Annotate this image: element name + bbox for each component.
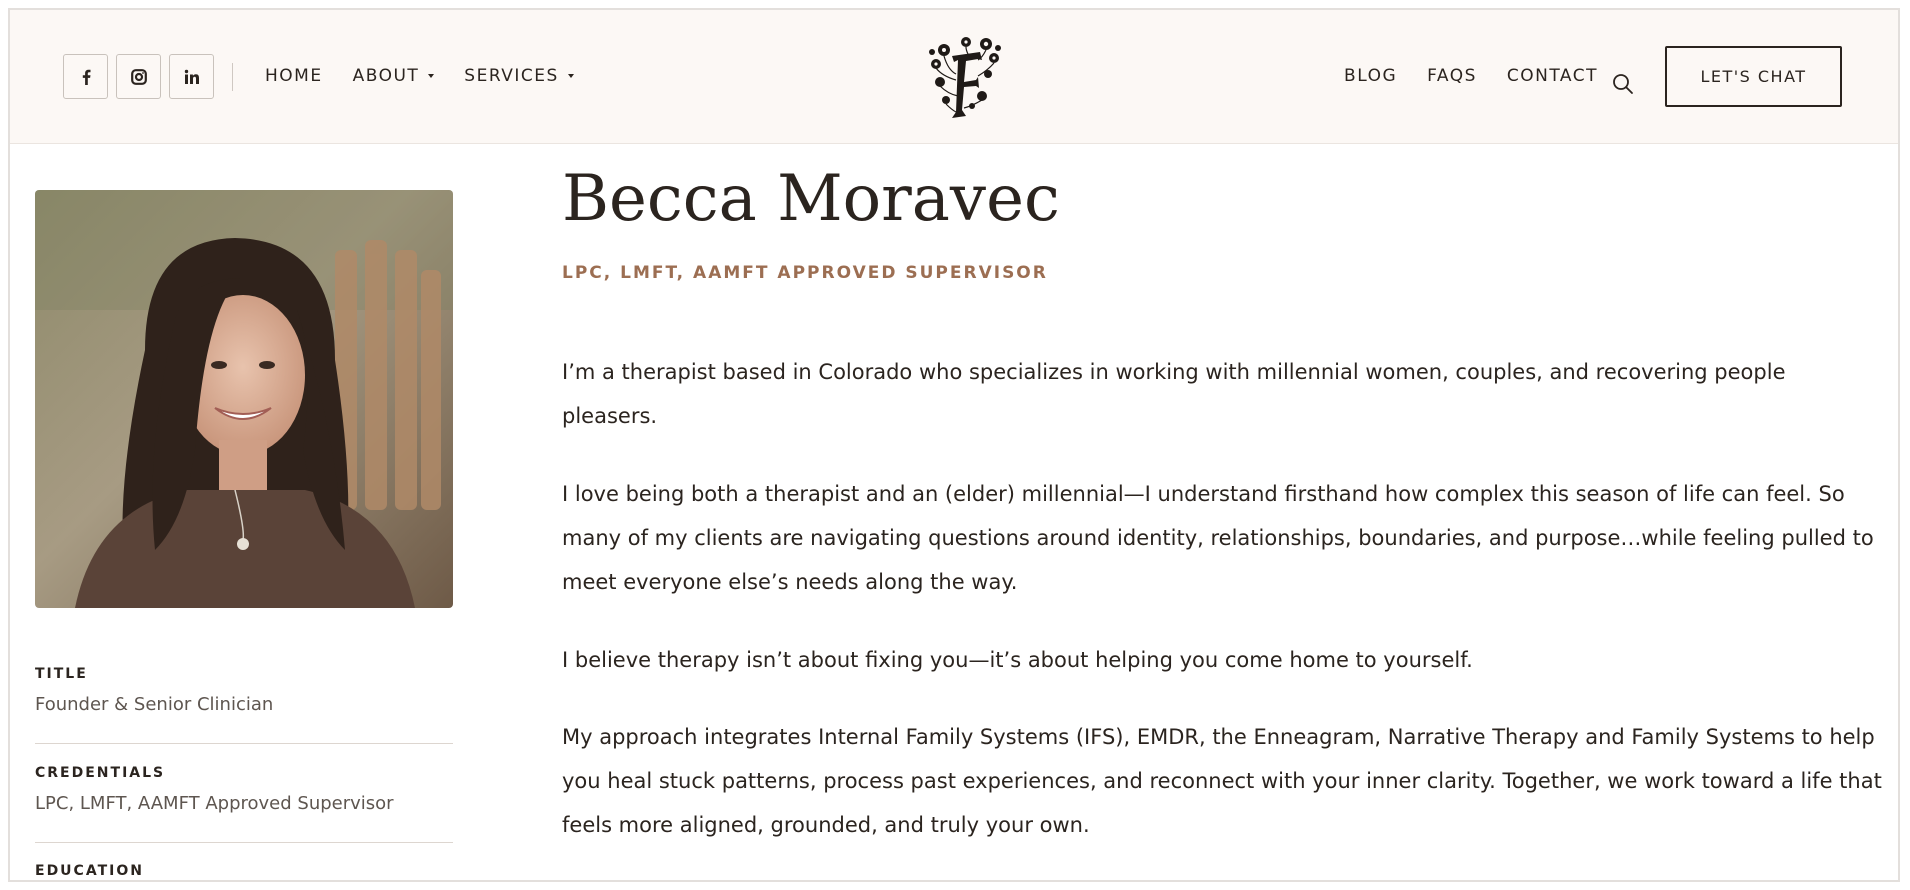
chevron-down-icon (568, 74, 574, 78)
nav-blog[interactable] (1344, 66, 1397, 86)
profile-name: Becca Moravec (562, 162, 1060, 236)
profile-subtitle: LPC, LMFT, AAMFT APPROVED SUPERVISOR (562, 263, 1048, 283)
nav-blog-label: BLOG (1344, 66, 1398, 86)
profile-photo (35, 190, 453, 608)
info-credentials-label: CREDENTIALS (35, 765, 166, 781)
nav-faqs[interactable] (1427, 66, 1477, 86)
instagram-icon (131, 69, 147, 85)
info-title (35, 666, 453, 715)
nav-home-label: HOME (265, 66, 323, 86)
primary-nav-left (265, 66, 604, 86)
nav-about[interactable] (353, 66, 435, 86)
portrait-image (35, 190, 453, 608)
lets-chat-label: LET'S CHAT (1700, 67, 1807, 86)
bio-paragraph: I believe therapy isn’t about fixing you—it’s about helping you come home to yourself. (562, 648, 1473, 672)
header-divider (232, 63, 233, 91)
social-links (63, 54, 214, 99)
divider (35, 743, 453, 744)
info-title-label: TITLE (35, 666, 88, 682)
instagram-button[interactable] (116, 54, 161, 99)
info-credentials-value: LPC, LMFT, AAMFT Approved Supervisor (35, 793, 394, 814)
bio-paragraph: I’m a therapist based in Colorado who specializes in working with millennial women, couples, and recovering people pleasers. (562, 360, 1786, 428)
primary-nav-right (1314, 66, 1598, 86)
info-education-label: EDUCATION (35, 863, 144, 879)
search-icon[interactable] (1612, 73, 1634, 95)
nav-contact-label: CONTACT (1506, 66, 1598, 86)
linkedin-button[interactable] (169, 54, 214, 99)
lets-chat-button[interactable] (1665, 46, 1842, 107)
nav-about-label: ABOUT (352, 66, 420, 86)
info-title-value: Founder & Senior Clinician (35, 694, 274, 715)
nav-home[interactable] (265, 66, 323, 86)
bio-paragraph: My approach integrates Internal Family Systems (IFS), EMDR, the Enneagram, Narrative Therapy and Family Systems to help you heal stuck patterns, process past experiences, and reconnect with your inner clarity. Together, we work toward a life that feels more aligned, grounded, and truly your own. (562, 725, 1882, 837)
info-education (35, 863, 453, 879)
nav-services[interactable] (464, 66, 573, 86)
floral-letter-f-logo[interactable] (922, 30, 1004, 126)
divider (35, 842, 453, 843)
site-header (10, 10, 1898, 144)
bio-paragraph: I love being both a therapist and an (elder) millennial—I understand firsthand how complex this season of life can feel. So many of my clients are navigating questions around identity, relationships, boundaries, and purpose…while feeling pulled to meet everyone else’s needs along the way. (562, 482, 1874, 594)
facebook-button[interactable] (63, 54, 108, 99)
chevron-down-icon (428, 74, 434, 78)
info-credentials (35, 765, 453, 814)
linkedin-icon (184, 69, 200, 85)
nav-services-label: SERVICES (464, 66, 559, 86)
page-frame (8, 8, 1900, 882)
facebook-icon (80, 69, 92, 85)
nav-contact[interactable] (1507, 66, 1598, 86)
nav-faqs-label: FAQS (1427, 66, 1477, 86)
